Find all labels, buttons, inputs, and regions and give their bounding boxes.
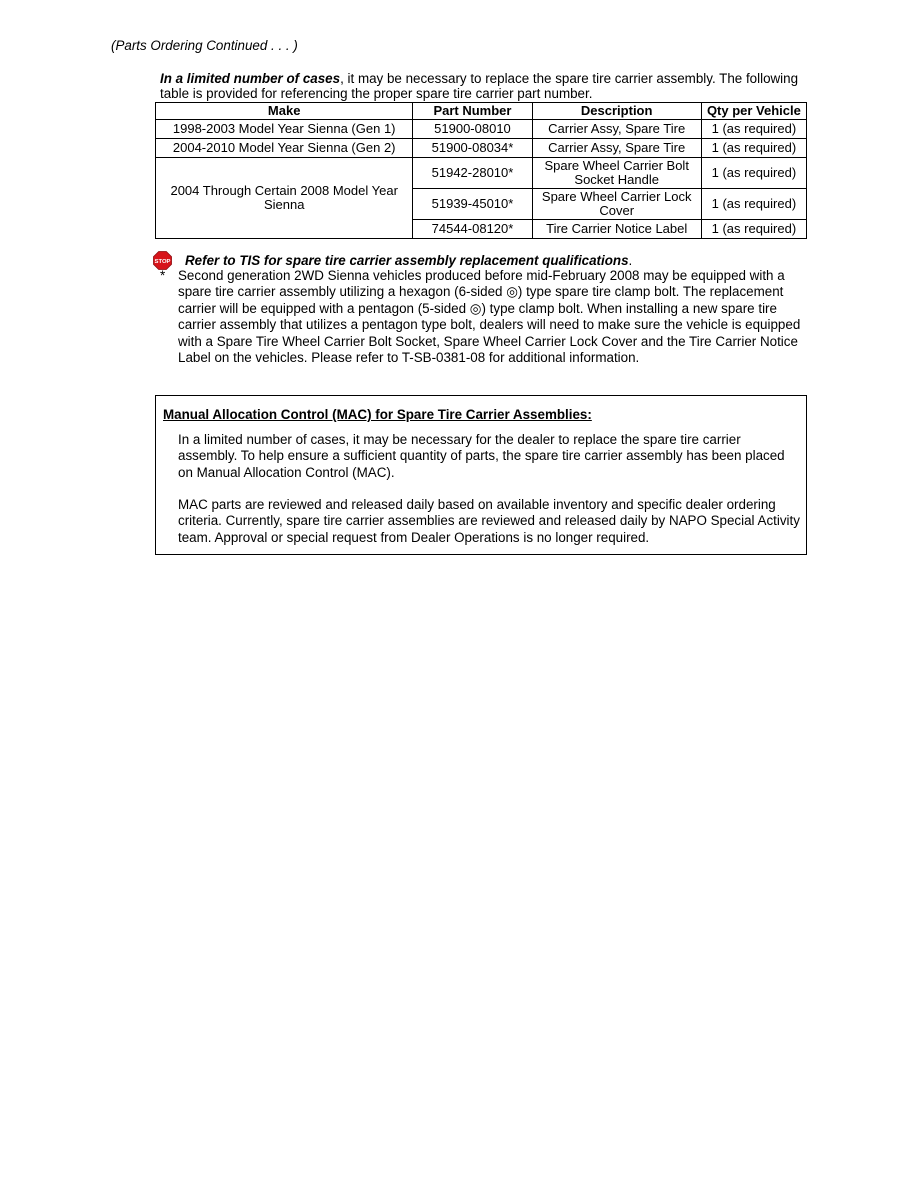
continued-header: (Parts Ordering Continued . . . )	[111, 38, 298, 53]
mac-paragraph-2: MAC parts are reviewed and released daily based on available inventory and specific dealer ordering criteria. Currently, spare tire carrier assemblies are reviewed and released daily by NAPO Special Activity team. Approval or special request from Dealer Operations is no longer required.	[178, 497, 800, 545]
stop-icon-label: STOP	[154, 258, 171, 265]
cell-part-number: 51939-45010*	[413, 189, 532, 220]
parts-table	[155, 102, 807, 239]
cell-part-number: 51900-08010	[413, 120, 532, 139]
cell-qty: 1 (as required)	[701, 189, 806, 220]
mac-info-box	[155, 395, 807, 555]
mac-paragraph-1: In a limited number of cases, it may be necessary for the dealer to replace the spare tire carrier assembly. To help ensure a sufficient quantity of parts, the spare tire carrier assembly has been placed on Manual Allocation Control (MAC).	[178, 432, 785, 480]
cell-description: Spare Wheel Carrier Bolt Socket Handle	[532, 158, 701, 189]
cell-qty: 1 (as required)	[701, 220, 806, 239]
table-row	[156, 139, 807, 158]
cell-make: 1998-2003 Model Year Sienna (Gen 1)	[156, 120, 413, 139]
stop-note	[153, 250, 632, 270]
footnote-text: Second generation 2WD Sienna vehicles produced before mid-February 2008 may be equipped with a spare tire carrier assembly utilizing a hexagon (6-sided ◎) type spare tire clamp bolt. The replacement carrier will be equipped with a pentagon (5-sided ◎) type clamp bolt. When installing a new spare tire carrier assembly that utilizes a pentagon type bolt, dealers will need to make sure the vehicle is equipped with a Spare Tire Wheel Carrier Bolt Socket, Spare Wheel Carrier Lock Cover and the Tire Carrier Notice Label on the vehicles. Please refer to T-SB-0381-08 for additional information.	[178, 268, 801, 366]
cell-description: Carrier Assy, Spare Tire	[532, 139, 701, 158]
intro-lead: In a limited number of cases	[160, 71, 341, 86]
table-row	[156, 158, 807, 189]
table-header-row	[156, 103, 807, 120]
cell-make: 2004-2010 Model Year Sienna (Gen 2)	[156, 139, 413, 158]
header-qty: Qty per Vehicle	[701, 103, 806, 120]
cell-description: Spare Wheel Carrier Lock Cover	[532, 189, 701, 220]
footnote-marker: *	[160, 268, 166, 283]
header-make: Make	[156, 103, 413, 120]
intro-paragraph	[160, 71, 810, 101]
cell-qty: 1 (as required)	[701, 139, 806, 158]
cell-make: 2004 Through Certain 2008 Model Year Sienna	[156, 158, 413, 239]
cell-part-number: 51942-28010*	[413, 158, 532, 189]
table-row	[156, 120, 807, 139]
cell-qty: 1 (as required)	[701, 158, 806, 189]
mac-title: Manual Allocation Control (MAC) for Spare Tire Carrier Assemblies:	[163, 407, 592, 422]
intro-text: , it may be necessary to replace the spare tire carrier assembly. The following table is provided for referencing the proper spare tire carrier part number.	[160, 71, 799, 101]
cell-description: Carrier Assy, Spare Tire	[532, 120, 701, 139]
stop-note-period: .	[628, 252, 633, 268]
header-part-number: Part Number	[413, 103, 532, 120]
cell-description: Tire Carrier Notice Label	[532, 220, 701, 239]
cell-part-number: 51900-08034*	[413, 139, 532, 158]
footnote	[160, 268, 810, 366]
stop-sign-icon	[153, 251, 172, 270]
stop-note-text: Refer to TIS for spare tire carrier assembly replacement qualifications	[185, 252, 629, 268]
header-description: Description	[532, 103, 701, 120]
cell-part-number: 74544-08120*	[413, 220, 532, 239]
cell-qty: 1 (as required)	[701, 120, 806, 139]
